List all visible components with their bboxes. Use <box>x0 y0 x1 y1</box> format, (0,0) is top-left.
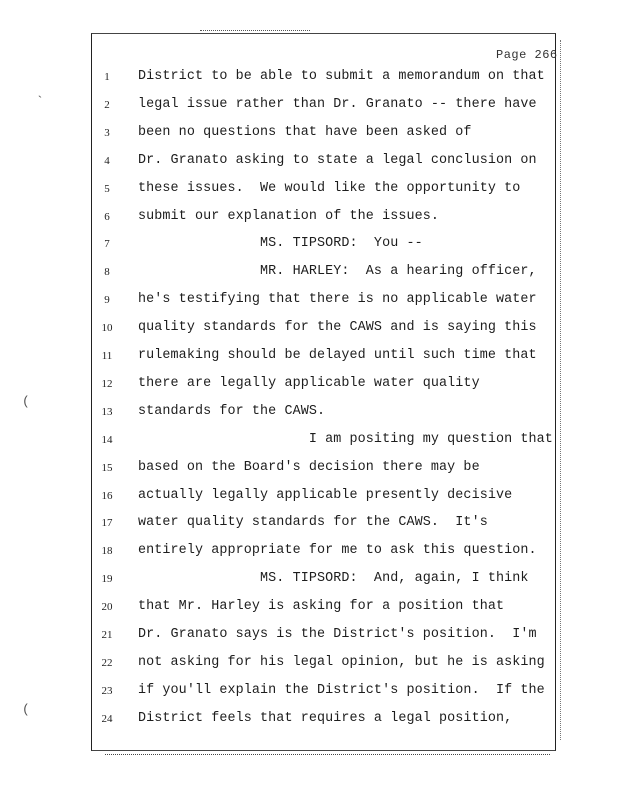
line-text: quality standards for the CAWS and is saying this <box>138 320 537 336</box>
line-number: 24 <box>101 712 113 725</box>
line-text: he's testifying that there is no applicable water <box>138 292 537 308</box>
line-number: 15 <box>101 461 113 474</box>
transcript-line <box>0 598 618 618</box>
margin-mark: ` <box>36 94 44 109</box>
line-text: if you'll explain the District's position. If the <box>138 682 545 698</box>
line-number: 1 <box>104 71 110 83</box>
line-text: not asking for his legal opinion, but he is asking <box>138 654 545 670</box>
line-number: 8 <box>104 266 110 279</box>
margin-mark: ( <box>22 394 30 409</box>
line-number: 6 <box>104 210 110 223</box>
line-text: that Mr. Harley is asking for a position that <box>138 599 505 615</box>
line-text: water quality standards for the CAWS. It's <box>138 515 488 531</box>
transcript-line <box>0 152 618 172</box>
line-number: 18 <box>101 545 113 558</box>
line-text: rulemaking should be delayed until such time that <box>138 348 537 363</box>
line-text: legal issue rather than Dr. Granato -- there have <box>138 96 537 112</box>
transcript-line <box>0 319 618 339</box>
line-number: 22 <box>101 656 113 669</box>
line-number: 19 <box>101 573 113 586</box>
line-text: entirely appropriate for me to ask this question. <box>138 543 537 559</box>
line-text: actually legally applicable presently decisive <box>138 487 513 503</box>
transcript-line <box>0 180 618 200</box>
line-number: 11 <box>101 350 113 362</box>
line-number: 17 <box>101 517 113 530</box>
line-text: MR. HARLEY: As a hearing officer, <box>138 264 537 280</box>
line-text: District feels that requires a legal position, <box>138 710 513 726</box>
line-number: 13 <box>101 405 113 418</box>
line-number: 3 <box>104 126 110 139</box>
line-text: been no questions that have been asked of <box>138 124 472 140</box>
line-text: Dr. Granato says is the District's position. I'm <box>138 627 537 642</box>
line-number: 23 <box>101 684 113 697</box>
line-text: these issues. We would like the opportunity to <box>138 180 521 196</box>
line-number: 5 <box>104 182 110 195</box>
transcript-line <box>0 626 618 646</box>
transcript-line <box>0 514 618 534</box>
transcript-line <box>0 487 618 507</box>
transcript-line <box>0 682 618 702</box>
transcript-line <box>0 291 618 311</box>
transcript-line <box>0 459 618 479</box>
line-text: Dr. Granato asking to state a legal conclusion on <box>138 152 537 168</box>
line-text: there are legally applicable water quality <box>138 375 480 391</box>
transcript-line <box>0 263 618 283</box>
line-number: 2 <box>104 98 110 111</box>
transcript-line <box>0 124 618 144</box>
transcript-line <box>0 570 618 590</box>
transcript-line <box>0 235 618 255</box>
line-text: standards for the CAWS. <box>138 403 326 419</box>
transcript-line <box>0 375 618 395</box>
transcript-line <box>0 654 618 674</box>
line-number: 21 <box>101 629 113 641</box>
line-text: MS. TIPSORD: You -- <box>138 236 423 252</box>
transcript-line <box>0 208 618 228</box>
line-text: based on the Board's decision there may be <box>138 459 480 475</box>
line-text: I am positing my question that <box>138 431 553 447</box>
margin-mark: ( <box>22 702 30 717</box>
page-number: Page 266 <box>496 48 558 62</box>
line-text: submit our explanation of the issues. <box>138 208 440 224</box>
line-number: 16 <box>101 489 113 502</box>
line-text: District to be able to submit a memorandum on that <box>138 69 545 84</box>
line-number: 9 <box>104 294 110 307</box>
line-text: MS. TIPSORD: And, again, I think <box>138 571 529 587</box>
line-number: 10 <box>101 322 113 335</box>
line-number: 20 <box>101 601 113 614</box>
transcript-line <box>0 96 618 116</box>
transcript-line <box>0 68 618 88</box>
scan-artifact-bottom <box>105 754 550 757</box>
transcript-line <box>0 403 618 423</box>
line-number: 12 <box>101 377 113 390</box>
transcript-line <box>0 710 618 730</box>
transcript-line <box>0 542 618 562</box>
transcript-line <box>0 431 618 451</box>
line-number: 4 <box>104 154 110 167</box>
line-number: 14 <box>101 433 113 446</box>
transcript-line <box>0 347 618 367</box>
line-number: 7 <box>104 238 110 251</box>
